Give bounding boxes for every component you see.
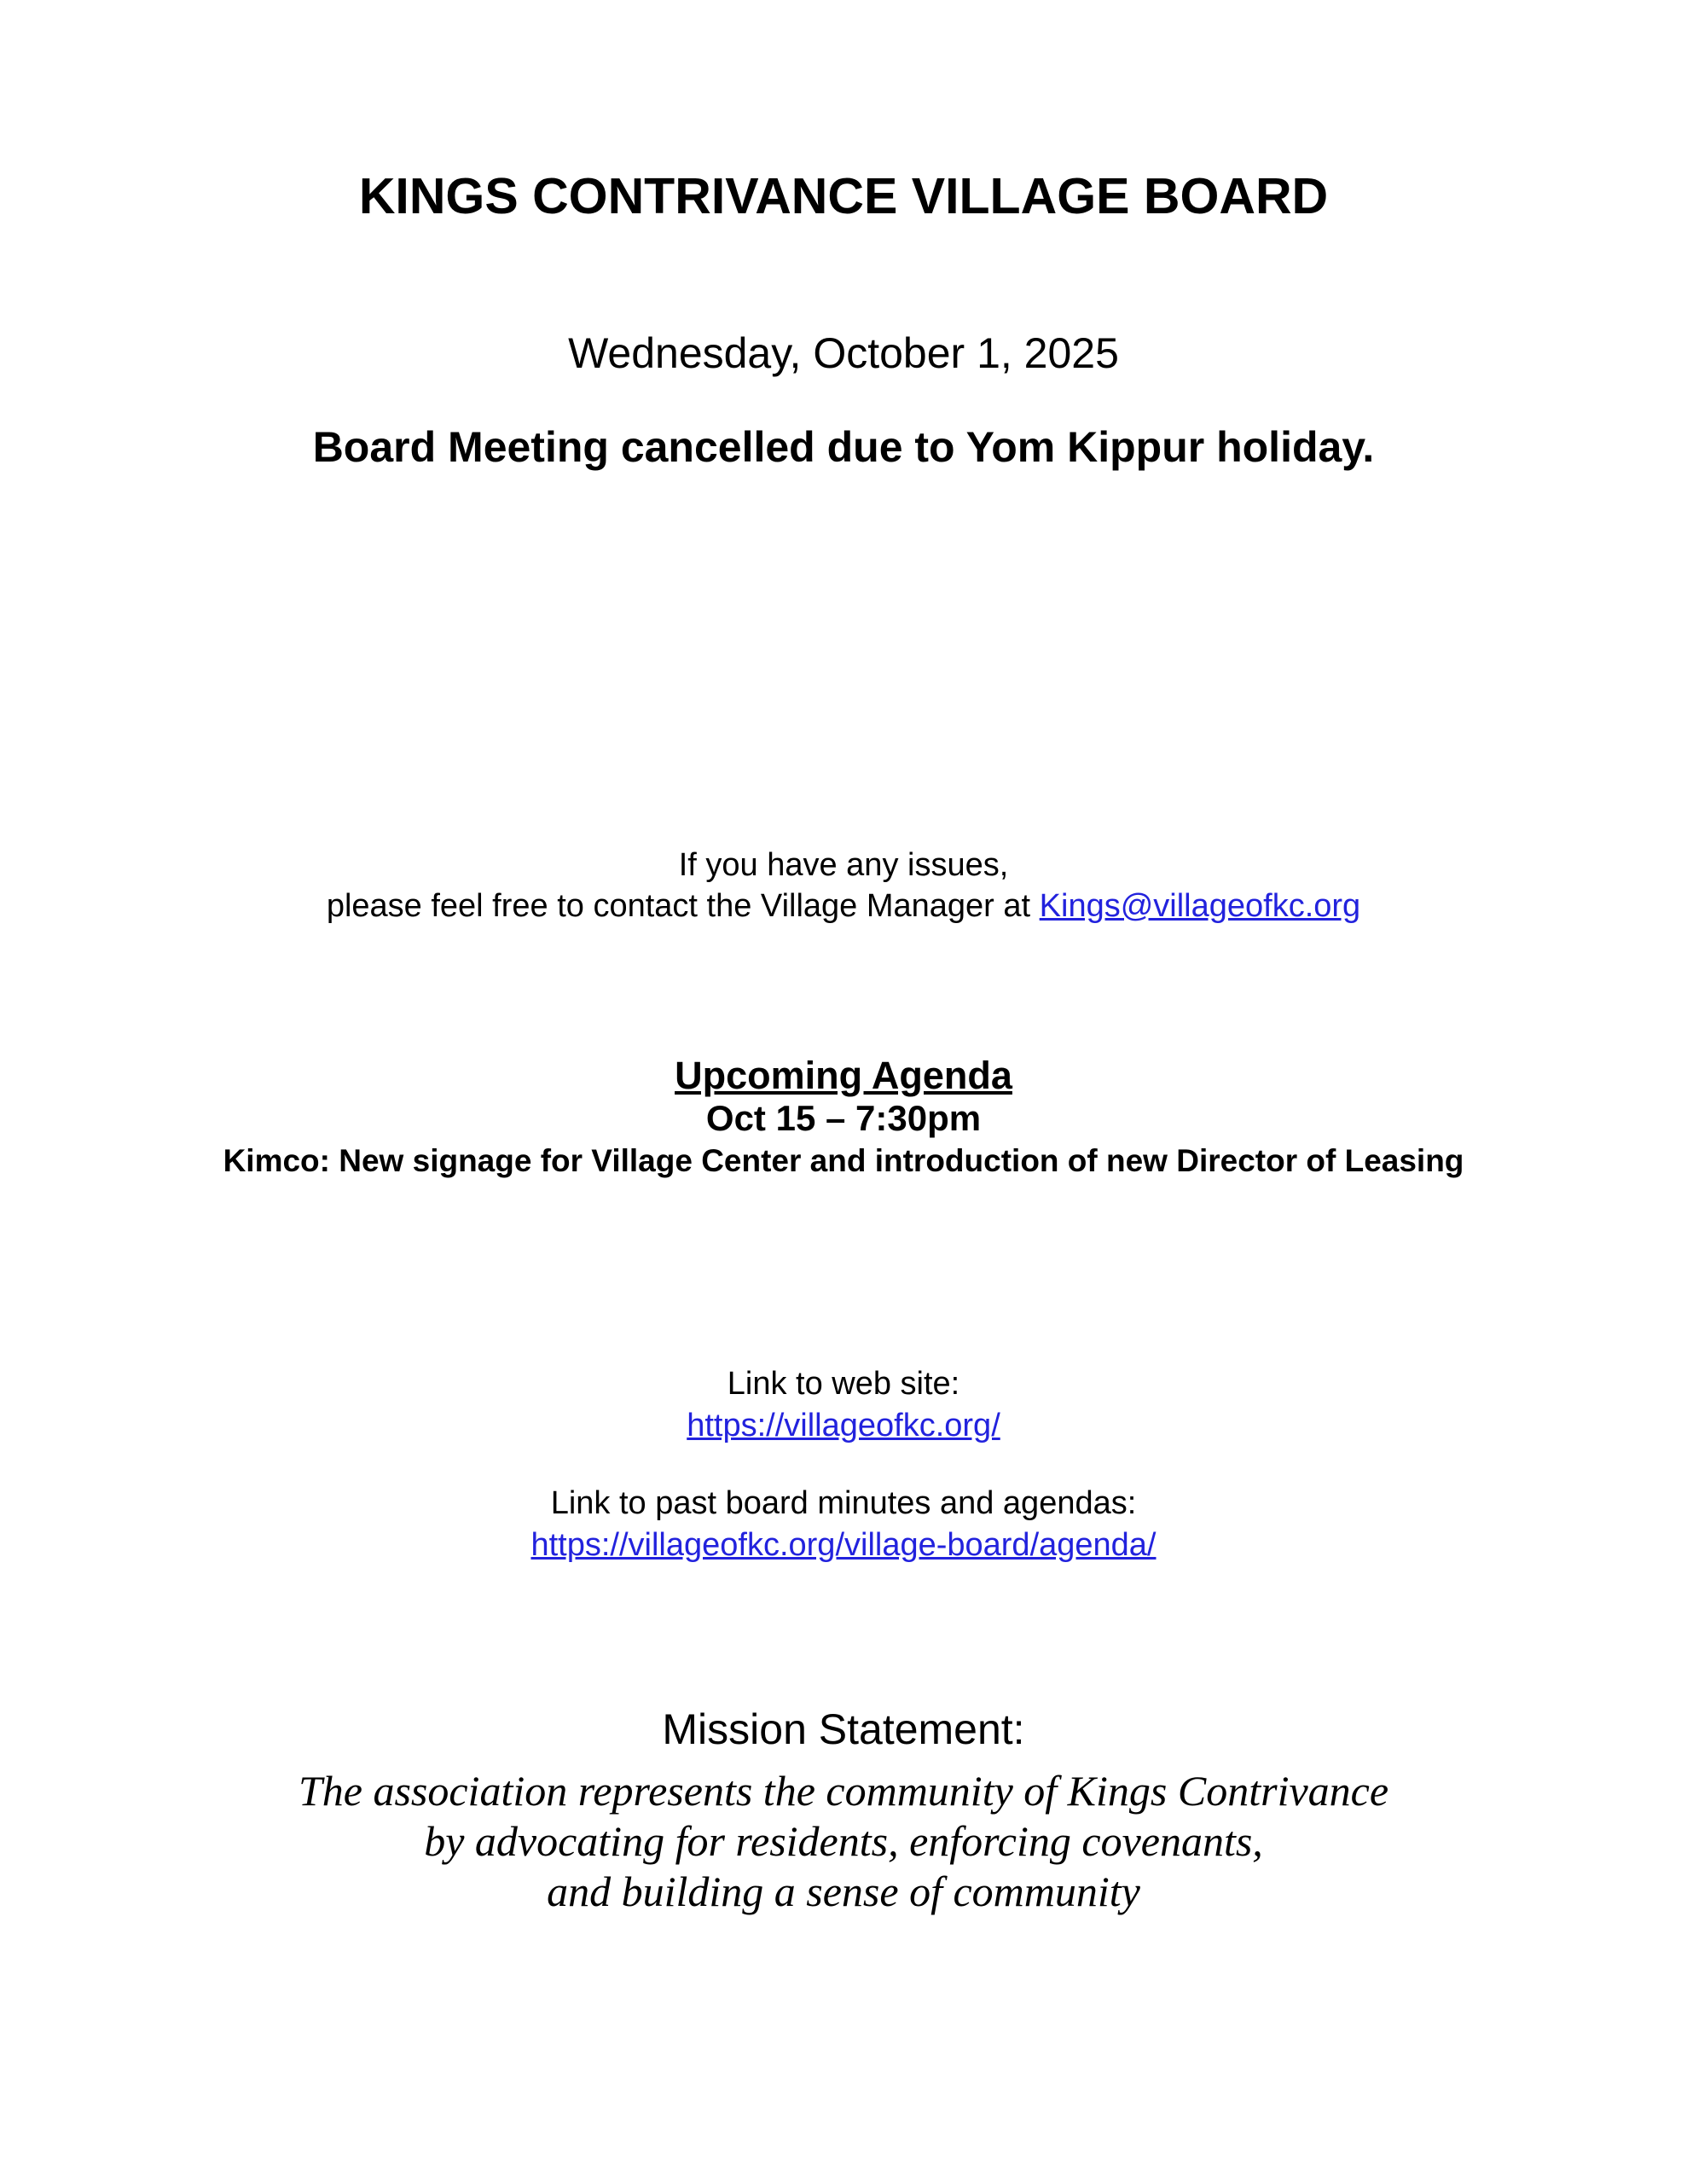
upcoming-agenda-section [0, 1054, 1687, 1182]
minutes-agenda-link[interactable]: https://villageofkc.org/village-board/agenda/ [530, 1527, 1157, 1563]
agenda-heading: Upcoming Agenda [675, 1054, 1012, 1097]
website-link-label: Link to web site: [727, 1366, 960, 1402]
contact-line-1: If you have any issues, [678, 847, 1009, 883]
contact-line-2-text: please feel free to contact the Village Manager at [326, 888, 1040, 924]
minutes-link-label: Link to past board minutes and agendas: [550, 1485, 1137, 1521]
website-link[interactable]: https://villageofkc.org/ [687, 1408, 1000, 1443]
village-manager-email-link[interactable]: Kings@villageofkc.org [1039, 888, 1361, 924]
mission-line-1: The association represents the community of Kings Contrivance [298, 1767, 1389, 1815]
website-link-section [0, 1363, 1687, 1447]
contact-line-2 [0, 886, 1687, 926]
meeting-date: Wednesday, October 1, 2025 [568, 329, 1119, 377]
contact-section [0, 845, 1687, 926]
minutes-link-section [0, 1483, 1687, 1566]
mission-line-2: by advocating for residents, enforcing covenants, [424, 1817, 1263, 1865]
mission-line-3: and building a sense of community [547, 1867, 1140, 1915]
agenda-datetime: Oct 15 – 7:30pm [705, 1098, 982, 1138]
website-link-row [0, 1405, 1687, 1447]
minutes-link-row [0, 1525, 1687, 1566]
mission-heading: Mission Statement: [662, 1705, 1025, 1753]
mission-section [0, 1705, 1687, 1917]
agenda-item: Kimco: New signage for Village Center and introduction of new Director of Leasing [223, 1143, 1464, 1178]
mission-statement-text [0, 1766, 1687, 1917]
page-title: KINGS CONTRIVANCE VILLAGE BOARD [358, 168, 1329, 224]
cancellation-notice: Board Meeting cancelled due to Yom Kippur holiday. [312, 423, 1375, 471]
